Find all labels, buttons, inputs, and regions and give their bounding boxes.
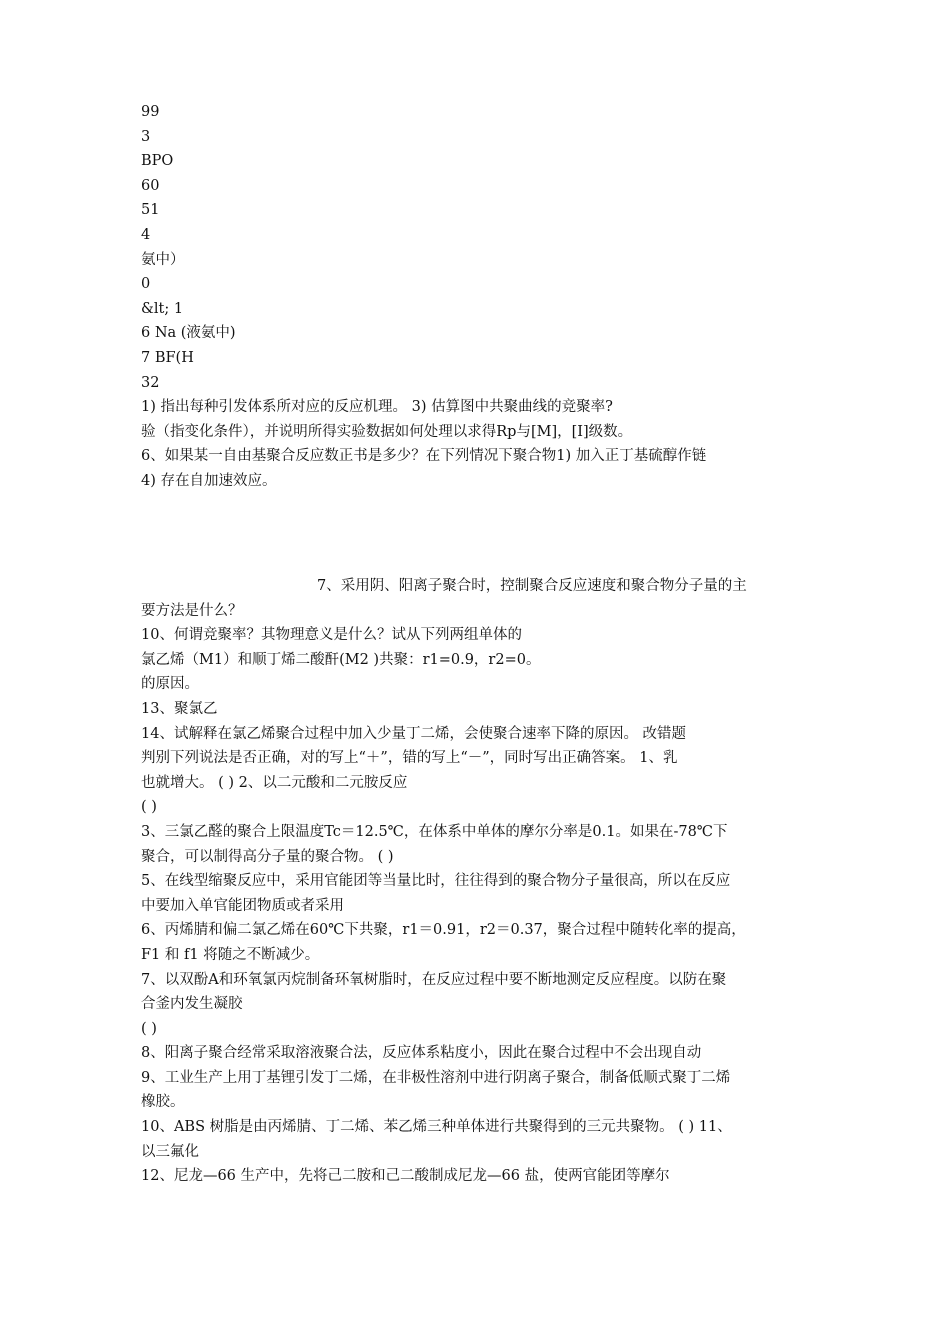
text-line: 合釜内发生凝胶 — [141, 996, 243, 1013]
text-line: 5、在线型缩聚反应中，采用官能团等当量比时，往往得到的聚合物分子量很高，所以在反应 — [141, 873, 731, 890]
text-line: 99 — [141, 104, 160, 120]
text-block-main — [141, 574, 821, 1189]
text-line: 判别下列说法是否正确，对的写上“＋”，错的写上“－”，同时写出正确答案。 1、乳 — [141, 750, 678, 767]
text-line: 聚合，可以制得高分子量的聚合物。 ( ) — [141, 848, 394, 865]
text-line: 的原因。 — [141, 676, 199, 693]
text-line: 51 — [141, 202, 160, 219]
text-line: BPO — [141, 153, 174, 170]
text-line: 10、何谓竞聚率？其物理意义是什么？试从下列两组单体的 — [141, 627, 522, 644]
text-line: 氯乙烯（M1）和顺丁烯二酸酐(M2 )共聚：r1=0.9，r2=0。 — [141, 651, 541, 668]
text-line: 6 Na (液氨中) — [141, 325, 236, 342]
text-line: 要方法是什么？ — [141, 602, 243, 619]
text-line: 12、尼龙—66 生产中，先将己二胺和己二酸制成尼龙—66 盐，使两官能团等摩尔 — [141, 1168, 670, 1185]
text-line: 中要加入单官能团物质或者采用 — [141, 897, 344, 914]
text-line: ( ) — [141, 799, 157, 816]
text-line: 橡胶。 — [141, 1094, 185, 1111]
text-line: 7 BF(H — [141, 349, 194, 366]
text-line: 7、采用阴、阳离子聚合时，控制聚合反应速度和聚合物分子量的主 — [317, 578, 747, 594]
text-line: 10、ABS 树脂是由丙烯腈、丁二烯、苯乙烯三种单体进行共聚得到的三元共聚物。 ( ) 11、 — [141, 1119, 732, 1136]
text-line: 也就增大。 ( ) 2、以二元酸和二元胺反应 — [141, 774, 408, 791]
text-line: 13、聚氯乙 — [141, 700, 218, 717]
text-line: 32 — [141, 374, 160, 391]
text-line: 4) 存在自加速效应。 — [141, 472, 277, 489]
text-line: F1 和 f1 将随之不断减少。 — [141, 946, 320, 963]
text-line: 验（指变化条件），并说明所得实验数据如何处理以求得Rp与[M]，[I]级数。 — [141, 423, 633, 440]
text-line: 6、丙烯腈和偏二氯乙烯在60℃下共聚，r1＝0.91，r2＝0.37，聚合过程中随转化率的提高， — [141, 922, 746, 939]
text-line: ( ) — [141, 1020, 157, 1037]
text-line: 14、试解释在氯乙烯聚合过程中加入少量丁二烯，会使聚合速率下降的原因。 改错题 — [141, 725, 687, 742]
text-line: &lt; 1 — [141, 300, 184, 317]
text-line: 3 — [141, 128, 151, 145]
text-line: 6、如果某一自由基聚合反应数正书是多少？在下列情况下聚合物1) 加入正丁基硫醇作链 — [141, 448, 707, 465]
text-line: 9、工业生产上用丁基锂引发丁二烯，在非极性溶剂中进行阴离子聚合，制备低顺式聚丁二烯 — [141, 1069, 731, 1086]
text-line: 4 — [141, 226, 151, 243]
text-line: 3、三氯乙醛的聚合上限温度Tc＝12.5℃，在体系中单体的摩尔分率是0.1。如果在-78℃下 — [141, 823, 728, 840]
text-line: 8、阳离子聚合经常采取溶液聚合法，反应体系粘度小，因此在聚合过程中不会出现自动 — [141, 1045, 702, 1062]
text-line: 氨中） — [141, 251, 185, 268]
text-line: 1) 指出每种引发体系所对应的反应机理。 3) 估算图中共聚曲线的竞聚率? — [141, 399, 613, 416]
text-line: 7、以双酚A和环氧氯丙烷制备环氧树脂时，在反应过程中要不断地测定反应程度。以防在聚 — [141, 971, 727, 988]
text-line: 以三氟化 — [141, 1143, 199, 1160]
text-block-top — [141, 100, 821, 494]
text-line: 0 — [141, 276, 151, 293]
text-line: 60 — [141, 177, 160, 194]
